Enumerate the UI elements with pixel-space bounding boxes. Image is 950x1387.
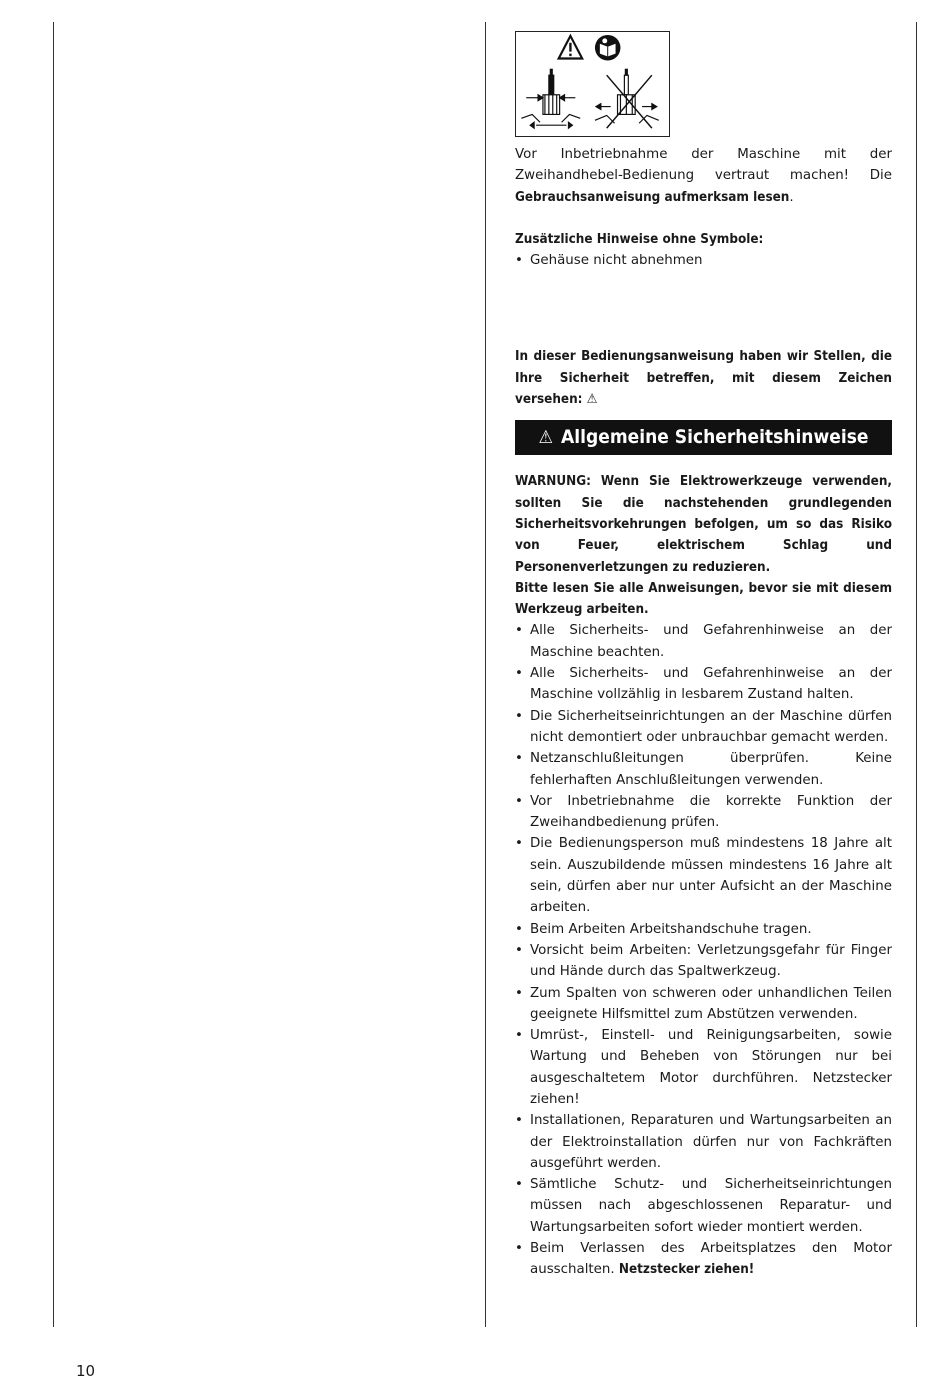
section-title: Allgemeine Sicherheitshinweise: [561, 426, 869, 449]
warning-triangle-icon: ⚠: [538, 427, 554, 449]
list-item: • Vor Inbetriebnahme die korrekte Funktion der Zweihandbedienung prüfen.: [515, 791, 892, 834]
list-item: • Beim Verlassen des Arbeitsplatzes den Motor ausschalten. Netzstecker ziehen!: [515, 1238, 892, 1281]
page-number: 10: [76, 1362, 96, 1380]
list-item: • Die Bedienungsperson muß mindestens 18 Jahre alt sein. Auszubildende müssen mindestens 16 Jahre alt sein, dürfen aber nur unter Aufsicht an der Maschine arbeiten.: [515, 833, 892, 918]
warning-triangle-icon: [559, 36, 583, 59]
safety-symbol-note: In dieser Bedienungsanweisung haben wir Stellen, die Ihre Sicherheit betreffen, mit diesem Zeichen versehen: ⚠: [515, 349, 892, 408]
warning-paragraph: WARNUNG: Wenn Sie Elektrowerkzeuge verwenden, sollten Sie die nachstehenden grundlegenden Sicherheitsvorkehrungen befolgen, um so das Risiko von Feuer, elektrischem Schlag und Personenverletzungen zu reduzieren.: [515, 474, 892, 575]
list-item: • Zum Spalten von schweren oder unhandlichen Teilen geeignete Hilfsmittel zum Abstützen verwenden.: [515, 983, 892, 1026]
read-instructions-paragraph: Bitte lesen Sie alle Anweisungen, bevor sie mit diesem Werkzeug arbeiten.: [515, 580, 892, 618]
two-hand-operation-pictogram: [515, 31, 670, 137]
read-manual-icon: [595, 35, 621, 61]
list-item: • Alle Sicherheits- und Gefahrenhinweise an der Maschine vollzählig in lesbarem Zustand halten.: [515, 663, 892, 706]
extra-notes-heading: Zusätzliche Hinweise ohne Symbole:: [515, 231, 764, 247]
extra-notes-list: [515, 250, 892, 271]
list-item: • Sämtliche Schutz- und Sicherheitseinrichtungen müssen nach abgeschlossenen Reparatur- und Wartungsarbeiten sofort wieder montiert werden.: [515, 1174, 892, 1238]
column-rule-right: [916, 22, 917, 1327]
section-banner: [515, 420, 892, 455]
column-rule-middle: [485, 22, 486, 1327]
list-item: • Installationen, Reparaturen und Wartungsarbeiten an der Elektroinstallation dürfen nur von Fachkräften ausgeführt werden.: [515, 1110, 892, 1174]
warning-triangle-icon: ⚠: [586, 392, 598, 408]
incorrect-use-icon: [595, 69, 659, 128]
list-item: • Gehäuse nicht abnehmen: [515, 250, 892, 271]
list-item: • Netzanschlußleitungen überprüfen. Keine fehlerhaften Anschlußleitungen verwenden.: [515, 748, 892, 791]
right-column: [515, 31, 892, 1281]
list-item: • Beim Arbeiten Arbeitshandschuhe tragen.: [515, 919, 892, 940]
list-item: • Umrüst-, Einstell- und Reinigungsarbeiten, sowie Wartung und Beheben von Störungen nur bei ausgeschaltetem Motor durchführen. Netzstecker ziehen!: [515, 1025, 892, 1110]
list-item: • Alle Sicherheits- und Gefahrenhinweise an der Maschine beachten.: [515, 620, 892, 663]
intro-paragraph: Vor Inbetriebnahme der Maschine mit der Zweihandhebel-Bedienung vertraut machen! Die Gebrauchsanweisung aufmerksam lesen.: [515, 147, 892, 205]
correct-use-icon: [521, 69, 580, 128]
safety-list: [515, 620, 892, 1280]
column-rule-left: [53, 22, 54, 1327]
list-item: • Die Sicherheitseinrichtungen an der Maschine dürfen nicht demontiert oder unbrauchbar gemacht werden.: [515, 706, 892, 749]
list-item: • Vorsicht beim Arbeiten: Verletzungsgefahr für Finger und Hände durch das Spaltwerkzeug.: [515, 940, 892, 983]
